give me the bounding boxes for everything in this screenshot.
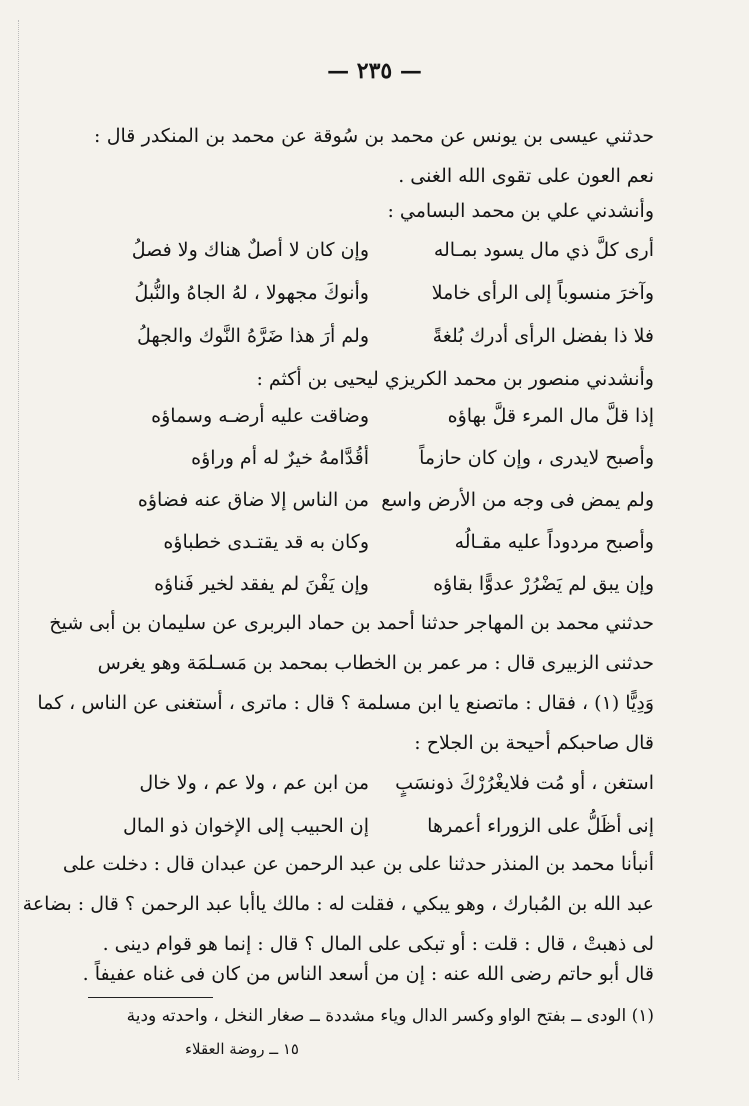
poem1-intro: وأنشدني علي بن محمد البسامي : [387, 200, 654, 222]
hemistich-second: وإن يَفْنَ لم يفقد لخير فَناؤه [154, 573, 369, 595]
hemistich-first: إنى أظَلُّ على الزوراء أعمرها [427, 815, 654, 837]
poem2-verse-4 [94, 531, 654, 571]
hemistich-second: من الناس إلا ضاق عنه فضاؤه [137, 489, 369, 511]
hemistich-second: ولم أرَ هذا ضَرَّهُ النَّوك والجهلُ [136, 325, 369, 347]
paragraph-2-line-1: حدثني محمد بن المهاجر حدثنا أحمد بن حماد البربرى عن سليمان بن أبى شيخ [49, 612, 654, 634]
poem2-verse-3 [94, 489, 654, 529]
paragraph-3-line-2: عبد الله بن المُبارك ، وهو يبكي ، فقلت له : مالك ياأبا عبد الرحمن ؟ قال : بضاعة [22, 893, 654, 915]
hemistich-first: أرى كلَّ ذي مال يسود بمـاله [433, 239, 654, 261]
paragraph-3-line-3: لى ذهبتْ ، قال : قلت : أو تبكى على المال ؟ قال : إنما هو قوام دينى . [102, 933, 654, 955]
footnote: (١) الودى ــ بفتح الواو وكسر الدال وياء مشددة ــ صغار النخل ، واحدته ودية [126, 1006, 654, 1026]
poem1-verse-3 [94, 325, 654, 365]
poem2-verse-5 [94, 573, 654, 613]
scan-edge-line [18, 20, 19, 1080]
paragraph-2-line-4: قال صاحبكم أحيحة بن الجلاح : [414, 732, 654, 754]
hemistich-second: وأنوكَ مجهولا ، لهُ الجاهُ والنُّبلُ [134, 282, 369, 304]
hemistich-first: وإن يبق لم يَضْرُرْ عدوًّا بقاؤه [433, 573, 654, 595]
poem3-verse-1 [94, 772, 654, 812]
footnote-rule [88, 997, 213, 998]
paragraph-2-line-2: حدثنى الزبيرى قال : مر عمر بن الخطاب بمحمد بن مَسـلمَة وهو يغرس [97, 652, 654, 674]
hemistich-first: إذا قلَّ مال المرء قلَّ بهاؤه [447, 405, 654, 427]
hemistich-first: وأصبح لايدرى ، وإن كان حازماً [419, 447, 654, 469]
hemistich-second: وإن كان لا أصلٌ هناك ولا فصلُ [131, 239, 369, 261]
poem1-verse-1 [94, 239, 654, 279]
poem3-verse-2 [94, 815, 654, 855]
paragraph-1: حدثني عيسى بن يونس عن محمد بن سُوقة عن محمد بن المنكدر قال : نعم العون على تقوى الله الغنى . [94, 125, 654, 187]
page-number: — ٢٣٥ — [327, 58, 422, 84]
hemistich-second: إن الحبيب إلى الإخوان ذو المال [123, 815, 369, 837]
paragraph-3-line-1: أنبأنا محمد بن المنذر حدثنا على بن عبد الرحمن عن عبدان قال : دخلت على [62, 853, 654, 875]
hemistich-second: أقُدَّامهُ خيرٌ له أم وراؤه [191, 447, 369, 469]
hemistich-second: وضاقت عليه أرضـه وسماؤه [151, 405, 369, 427]
paragraph-4: قال أبو حاتم رضى الله عنه : إن من أسعد الناس من كان فى غناه عفيفاً . [82, 963, 654, 985]
poem1-verse-2 [94, 282, 654, 322]
poem2-verse-1 [94, 405, 654, 445]
hemistich-first: وآخرَ منسوباً إلى الرأى خاملا [431, 282, 654, 304]
poem2-intro: وأنشدني منصور بن محمد الكريزي ليحيى بن أكثم : [256, 368, 654, 390]
hemistich-second: من ابن عم ، ولا عم ، ولا خال [139, 772, 369, 794]
signature-line: ١٥ ــ روضة العقلاء [184, 1040, 299, 1058]
hemistich-first: ولم يمض فى وجه من الأرض واسع [381, 489, 654, 511]
poem2-verse-2 [94, 447, 654, 487]
hemistich-second: وكان به قد يقتـدى خطباؤه [163, 531, 369, 553]
paragraph-2-line-3: وَدِيًّا (١) ، فقال : ماتصنع يا ابن مسلمة ؟ قال : ماترى ، أستغنى عن الناس ، كما [37, 692, 654, 714]
hemistich-first: فلا ذا بفضل الرأى أدرك بُلغةً [432, 325, 654, 347]
hemistich-first: وأصبح مردوداً عليه مقـالُه [454, 531, 654, 553]
hemistich-first: استغن ، أو مُت فلايغْرُرْكَ ذونسَبٍ [395, 772, 654, 794]
